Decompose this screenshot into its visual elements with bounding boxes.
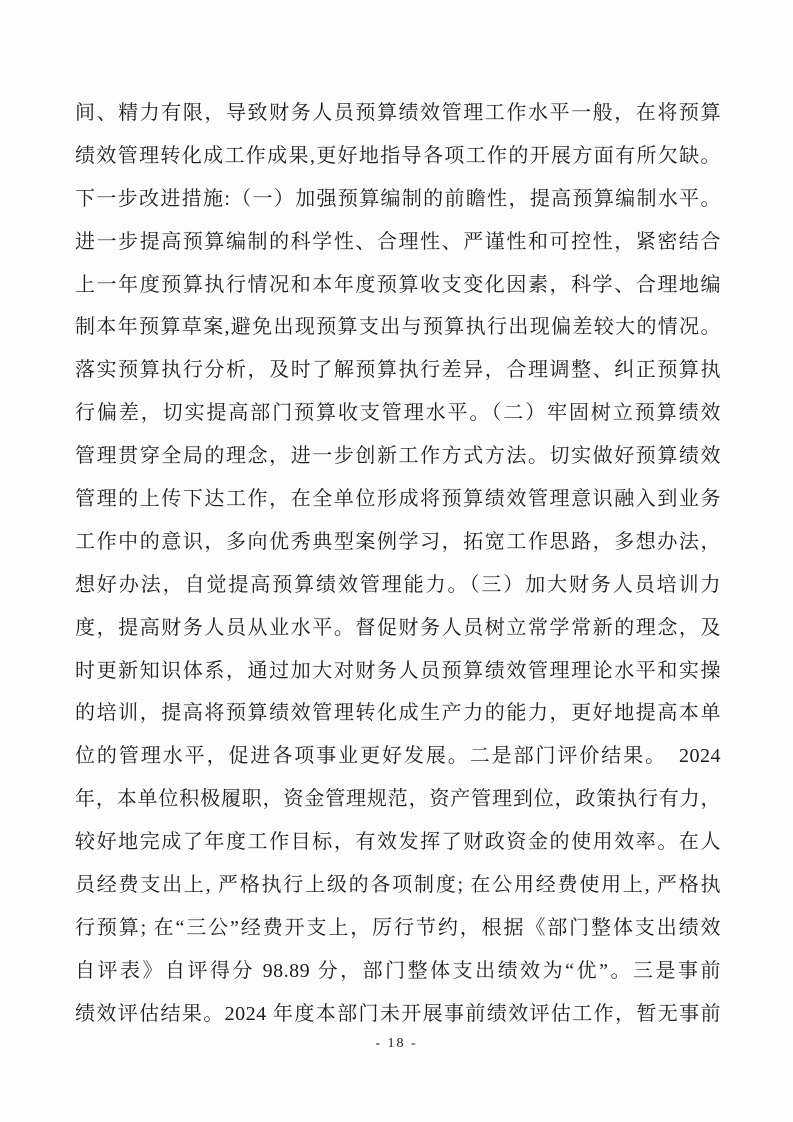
- text-line: 的培训，提高将预算绩效管理转化成生产力的能力，更好地提高本单: [75, 702, 721, 725]
- text-line: 管理的上传下达工作，在全单位形成将预算绩效管理意识融入到业务: [75, 488, 721, 511]
- text-line: 进一步提高预算编制的科学性、合理性、严谨性和可控性，紧密结合: [75, 230, 721, 253]
- page-number: - 18 -: [375, 1036, 418, 1051]
- page-body-text: [75, 92, 721, 1036]
- text-line: 年，本单位积极履职，资金管理规范，资产管理到位，政策执行有力，: [75, 788, 721, 811]
- text-line: 时更新知识体系，通过加大对财务人员预算绩效管理理论水平和实操: [75, 659, 721, 682]
- text-line: 位的管理水平，促进各项事业更好发展。二是部门评价结果。 2024: [75, 745, 721, 768]
- text-line: 下一步改进措施:（一）加强预算编制的前瞻性，提高预算编制水平。: [75, 187, 721, 210]
- text-line: 落实预算执行分析，及时了解预算执行差异，合理调整、纠正预算执: [75, 359, 721, 382]
- text-line: 行偏差，切实提高部门预算收支管理水平。（二）牢固树立预算绩效: [75, 402, 721, 425]
- text-line: 度，提高财务人员从业水平。督促财务人员树立常学常新的理念，及: [75, 616, 721, 639]
- text-line: 员经费支出上, 严格执行上级的各项制度; 在公用经费使用上, 严格执: [75, 874, 721, 897]
- text-line: 想好办法，自觉提高预算绩效管理能力。（三）加大财务人员培训力: [75, 573, 721, 596]
- text-line: 管理贯穿全局的理念，进一步创新工作方式方法。切实做好预算绩效: [75, 445, 721, 468]
- text-line: 较好地完成了年度工作目标，有效发挥了财政资金的使用效率。在人: [75, 831, 721, 854]
- text-line: 上一年度预算执行情况和本年度预算收支变化因素，科学、合理地编: [75, 273, 721, 296]
- text-line: 制本年预算草案,避免出现预算支出与预算执行出现偏差较大的情况。: [75, 316, 721, 339]
- text-line: 自评表》自评得分 98.89 分，部门整体支出绩效为“优”。三是事前: [75, 959, 721, 982]
- text-line: 行预算; 在“三公”经费开支上，厉行节约，根据《部门整体支出绩效: [75, 916, 721, 939]
- text-line: 绩效管理转化成工作成果,更好地指导各项工作的开展方面有所欠缺。: [75, 144, 721, 167]
- text-line: 间、精力有限，导致财务人员预算绩效管理工作水平一般，在将预算: [75, 102, 721, 124]
- text-line: 绩效评估结果。2024 年度本部门未开展事前绩效评估工作，暂无事前: [75, 1002, 721, 1025]
- text-line: 工作中的意识，多向优秀典型案例学习，拓宽工作思路，多想办法，: [75, 530, 721, 553]
